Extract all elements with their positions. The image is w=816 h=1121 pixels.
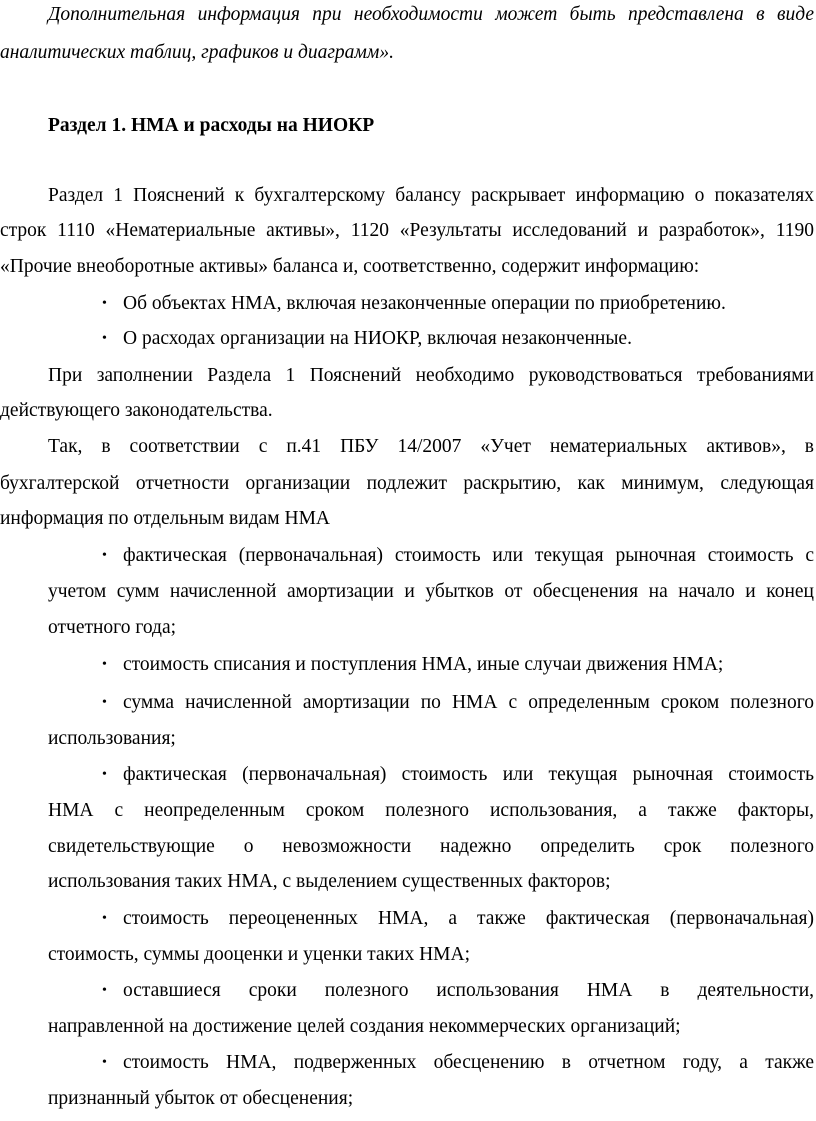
para3-line-1: Так, в соответствии с п.41 ПБУ 14/2007 «Учет нематериальных активов», в — [48, 436, 814, 457]
para2-line-1: При заполнении Раздела 1 Пояснений необходимо руководствоваться требованиями — [48, 365, 814, 386]
bullet-marker: • — [102, 657, 107, 672]
intro-line-1: Дополнительная информация при необходимости может быть представлена в виде — [48, 4, 814, 25]
bullet-marker: • — [102, 548, 107, 563]
para1-line-1: Раздел 1 Пояснений к бухгалтерскому балансу раскрывает информацию о показателях — [48, 185, 814, 206]
list2-item3-line-2: использования; — [48, 728, 176, 749]
para1-line-3: «Прочие внеоборотные активы» баланса и, соответственно, содержит информацию: — [0, 256, 700, 277]
list2-item3-line-1: сумма начисленной амортизации по НМА с определенным сроком полезного — [123, 692, 814, 713]
list2-item4-line-3: свидетельствующие о невозможности надежно определить срок полезного — [48, 836, 814, 857]
para1-line-2: строк 1110 «Нематериальные активы», 1120 «Результаты исследований и разработок», 1190 — [0, 220, 814, 241]
list2-item4-line-1: фактическая (первоначальная) стоимость или текущая рыночная стоимость — [123, 764, 814, 785]
list2-item7-line-1: стоимость НМА, подверженных обесценению в отчетном году, а также — [123, 1052, 814, 1073]
list2-item1-line-3: отчетного года; — [48, 617, 177, 638]
list2-item7-line-2: признанный убыток от обесценения; — [48, 1088, 354, 1109]
bullet-marker: • — [102, 695, 107, 710]
list2-item5-line-1: стоимость переоцененных НМА, а также фактическая (первоначальная) — [123, 908, 814, 929]
list2-item5-line-2: стоимость, суммы дооценки и уценки таких НМА; — [48, 944, 471, 965]
bullet-marker: • — [102, 767, 107, 782]
list1-item-2: О расходах организации на НИОКР, включая незаконченные. — [123, 328, 632, 349]
intro-line-2: аналитических таблиц, графиков и диаграмм». — [0, 42, 394, 63]
list2-item1-line-1: фактическая (первоначальная) стоимость или текущая рыночная стоимость с — [123, 545, 814, 566]
bullet-marker: • — [102, 911, 107, 926]
bullet-marker: • — [102, 296, 107, 311]
bullet-marker: • — [102, 331, 107, 346]
list2-item4-line-4: использования таких НМА, с выделением существенных факторов; — [48, 871, 611, 892]
list2-item6-line-1: оставшиеся сроки полезного использования НМА в деятельности, — [123, 980, 814, 1001]
section-heading: Раздел 1. НМА и расходы на НИОКР — [48, 115, 375, 136]
bullet-marker: • — [102, 1055, 107, 1070]
list2-item6-line-2: направленной на достижение целей создания некоммерческих организаций; — [48, 1016, 681, 1037]
para2-line-2: действующего законодательства. — [0, 400, 273, 421]
para3-line-2: бухгалтерской отчетности организации подлежит раскрытию, как минимум, следующая — [0, 473, 814, 494]
bullet-marker: • — [102, 983, 107, 998]
list2-item2-line-1: стоимость списания и поступления НМА, иные случаи движения НМА; — [123, 654, 724, 675]
para3-line-3: информация по отдельным видам НМА — [0, 508, 330, 529]
list1-item-1: Об объектах НМА, включая незаконченные операции по приобретению. — [123, 293, 726, 314]
list2-item4-line-2: НМА с неопределенным сроком полезного использования, а также факторы, — [48, 800, 814, 821]
list2-item1-line-2: учетом сумм начисленной амортизации и убытков от обесценения на начало и конец — [48, 581, 814, 602]
